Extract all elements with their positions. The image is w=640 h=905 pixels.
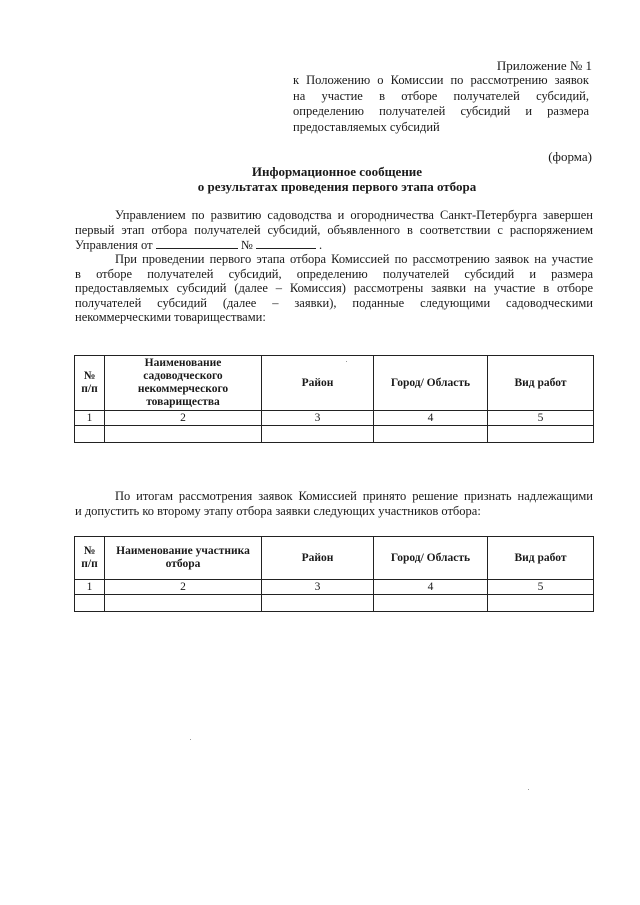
- column-header-district: Район: [262, 537, 374, 580]
- intro-paragraph: [75, 208, 593, 253]
- table-header-row: [75, 537, 594, 580]
- table-cell: [262, 595, 374, 612]
- review-line: предоставляемых субсидий (далее – Комиссия) рассмотрены заявки на участие в отборе: [75, 281, 593, 295]
- intro-line-order: [75, 237, 593, 253]
- annex-number: Приложение № 1: [496, 58, 592, 73]
- column-header-number: № п/п: [75, 356, 105, 411]
- review-line: получателей субсидий (далее – заявки), поданные следующими садоводческими: [75, 295, 593, 310]
- column-header-district: Район: [262, 356, 374, 411]
- table-cell: 3: [262, 580, 374, 595]
- scan-speck: [190, 739, 191, 740]
- table-cell: 5: [488, 580, 594, 595]
- scan-speck: [528, 789, 529, 790]
- order-number-sign: №: [240, 238, 253, 252]
- table-cell: 2: [105, 580, 262, 595]
- column-header-number: № п/п: [75, 537, 105, 580]
- table-row: [75, 426, 594, 443]
- table-cell: [488, 426, 594, 443]
- review-line: При проведении первого этапа отбора Комиссией по рассмотрению заявок на участие: [115, 252, 593, 266]
- table-number-row: [75, 580, 594, 595]
- annex-line: на участие в отборе получателей субсидий,: [293, 88, 589, 103]
- table-cell: [105, 595, 262, 612]
- intro-line: Управлением по развитию садоводства и огородничества Санкт-Петербурга завершен: [115, 208, 593, 222]
- table-cell: [374, 426, 488, 443]
- column-header-participant: Наименование участника отбора: [105, 537, 262, 580]
- annex-line: определению получателей субсидий и размера: [293, 104, 589, 118]
- table-cell: [374, 595, 488, 612]
- order-line-end: .: [319, 238, 323, 252]
- decision-line: По итогам рассмотрения заявок Комиссией принято решение признать надлежащими: [115, 489, 593, 503]
- order-date-blank: [156, 237, 238, 249]
- table-cell: 5: [488, 411, 594, 426]
- document-title: Информационное сообщение: [251, 164, 423, 179]
- applications-table: [74, 355, 594, 443]
- scan-speck: [346, 361, 347, 362]
- intro-line: первый этап отбора получателей субсидий, объявленного в соответствии с распоряжением: [75, 222, 593, 237]
- table-cell: 4: [374, 411, 488, 426]
- table-cell: [75, 595, 105, 612]
- table-cell: [105, 426, 262, 443]
- table-cell: 3: [262, 411, 374, 426]
- annex-reference: [293, 73, 589, 135]
- review-line: в отборе получателей субсидий, определению получателей субсидий и размера: [75, 266, 593, 281]
- column-header-work-type: Вид работ: [488, 356, 594, 411]
- table-header-row: [75, 356, 594, 411]
- review-paragraph: [75, 252, 593, 325]
- order-prefix: Управления от: [75, 238, 153, 252]
- column-header-city-region: Город/ Область: [374, 356, 488, 411]
- table-cell: 1: [75, 411, 105, 426]
- column-header-city-region: Город/ Область: [374, 537, 488, 580]
- table-number-row: [75, 411, 594, 426]
- column-header-work-type: Вид работ: [488, 537, 594, 580]
- table-cell: 4: [374, 580, 488, 595]
- column-header-name: Наименование садоводческого некоммерческого товарищества: [105, 356, 262, 411]
- form-label: (форма): [548, 149, 592, 164]
- table-cell: [75, 426, 105, 443]
- table-cell: [488, 595, 594, 612]
- admitted-participants-table: [74, 536, 594, 612]
- table-row: [75, 595, 594, 612]
- order-number-blank: [256, 237, 316, 249]
- document-subtitle: о результатах проведения первого этапа отбора: [197, 179, 477, 194]
- decision-paragraph: [75, 489, 593, 518]
- review-line: некоммерческими товариществами:: [75, 310, 266, 324]
- table-cell: 1: [75, 580, 105, 595]
- annex-line: к Положению о Комиссии по рассмотрению заявок: [293, 73, 589, 87]
- decision-line: и допустить ко второму этапу отбора заявки следующих участников отбора:: [75, 503, 481, 518]
- annex-line: предоставляемых субсидий: [293, 119, 440, 134]
- table-cell: [262, 426, 374, 443]
- table-cell: 2: [105, 411, 262, 426]
